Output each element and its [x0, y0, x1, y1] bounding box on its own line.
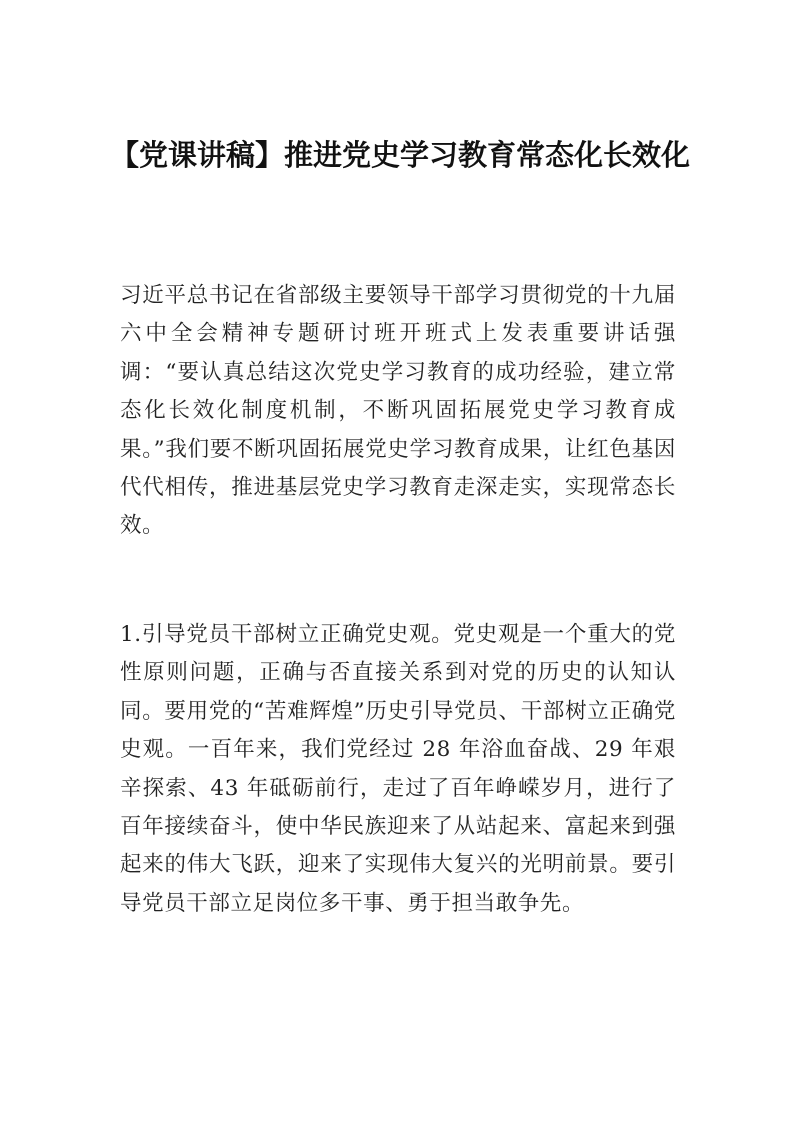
section-1-paragraph: 1.引导党员干部树立正确党史观。党史观是一个重大的党性原则问题，正确与否直接关系到对党的历史的认知认同。要用党的“苦难辉煌”历史引导党员、干部树立正确党史观。一百年来，我们党经过 28 年浴血奋战、29 年艰辛探索、43 年砥砺前行，走过了百年峥嵘岁月，进行了百年接续奋斗，使中华民族迎来了从站起来、富起来到强起来的伟大飞跃，迎来了实现伟大复兴的光明前景。要引导党员干部立足岗位多干事、勇于担当敢争先。	[120, 622, 676, 916]
intro-paragraph: 习近平总书记在省部级主要领导干部学习贯彻党的十九届六中全会精神专题研讨班开班式上发表重要讲话强调：“要认真总结这次党史学习教育的成功经验，建立常态化长效化制度机制，不断巩固拓展党史学习教育成果。”我们要不断巩固拓展党史学习教育成果，让红色基因代代相传，推进基层党史学习教育走深走实，实现常态长效。	[120, 283, 676, 539]
document-title: 【党课讲稿】推进党史学习教育常态化长效化	[110, 138, 691, 172]
